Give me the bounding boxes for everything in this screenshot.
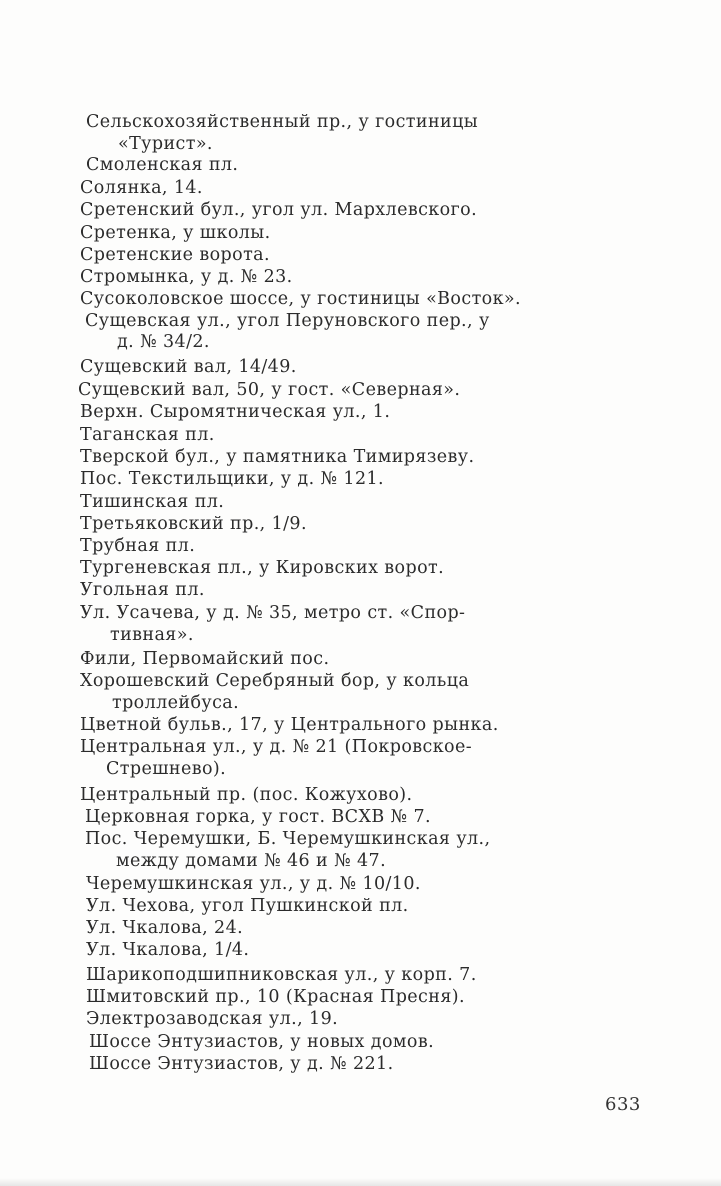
list-item: Солянка, 14.	[80, 178, 203, 198]
list-item: Сусоколовское шоссе, у гостиницы «Восток».	[80, 289, 521, 309]
list-item: «Турист».	[118, 134, 213, 154]
list-item: Центральный пр. (пос. Кожухово).	[80, 785, 413, 805]
list-item: между домами № 46 и № 47.	[116, 851, 387, 871]
list-item: Тверской бул., у памятника Тимирязеву.	[80, 447, 475, 467]
list-item: Шоссе Энтузиастов, у новых домов.	[89, 1032, 435, 1052]
list-item: Черемушкинская ул., у д. № 10/10.	[86, 874, 421, 894]
list-item: Ул. Чкалова, 24.	[86, 918, 244, 938]
list-item: Стромынка, у д. № 23.	[80, 267, 293, 287]
list-item: Цветной бульв., 17, у Центрального рынка.	[80, 715, 499, 735]
list-item: Сущевский вал, 14/49.	[80, 357, 297, 377]
list-item: Сретенка, у школы.	[80, 223, 271, 243]
list-item: Сущевский вал, 50, у гост. «Северная».	[78, 380, 461, 400]
list-item: Шарикоподшипниковская ул., у корп. 7.	[86, 965, 477, 985]
list-item: Стрешнево).	[106, 759, 227, 779]
list-item: Тургеневская пл., у Кировских ворот.	[80, 558, 445, 578]
page-edge	[0, 1178, 721, 1186]
list-item: Тишинская пл.	[80, 492, 225, 512]
list-item: Сретенские ворота.	[80, 245, 270, 265]
list-item: Шоссе Энтузиастов, у д. № 221.	[89, 1054, 394, 1074]
list-item: Пос. Текстильщики, у д. № 121.	[80, 469, 384, 489]
list-item: Третьяковский пр., 1/9.	[80, 514, 307, 534]
list-item: Ул. Усачева, у д. № 35, метро ст. «Спор-	[80, 603, 466, 623]
list-item: Трубная пл.	[80, 536, 196, 556]
list-item: Ул. Чехова, угол Пушкинской пл.	[86, 896, 409, 916]
list-item: троллейбуса.	[112, 693, 240, 713]
list-item: Электрозаводская ул., 19.	[86, 1009, 339, 1029]
list-item: Ул. Чкалова, 1/4.	[86, 940, 250, 960]
list-item: д. № 34/2.	[117, 332, 210, 352]
list-item: Смоленская пл.	[86, 155, 239, 175]
list-item: Фили, Первомайский пос.	[80, 649, 330, 669]
list-item: Угольная пл.	[80, 580, 205, 600]
list-item: Верхн. Сыромятническая ул., 1.	[80, 402, 391, 422]
list-item: Центральная ул., у д. № 21 (Покровское-	[80, 737, 473, 757]
list-item: Пос. Черемушки, Б. Черемушкинская ул.,	[85, 829, 491, 849]
list-item: Сретенский бул., угол ул. Мархлевского.	[80, 200, 478, 220]
list-item: Хорошевский Серебряный бор, у кольца	[80, 671, 470, 691]
list-item: Сущевская ул., угол Перуновского пер., у	[85, 311, 490, 331]
list-item: Таганская пл.	[80, 425, 215, 445]
page-number: 633	[605, 1094, 641, 1115]
list-item: тивная».	[110, 625, 194, 645]
list-item: Церковная горка, у гост. ВСХВ № 7.	[85, 807, 431, 827]
list-item: Шмитовский пр., 10 (Красная Пресня).	[86, 987, 465, 1007]
list-item: Сельскохозяйственный пр., у гостиницы	[86, 112, 479, 132]
